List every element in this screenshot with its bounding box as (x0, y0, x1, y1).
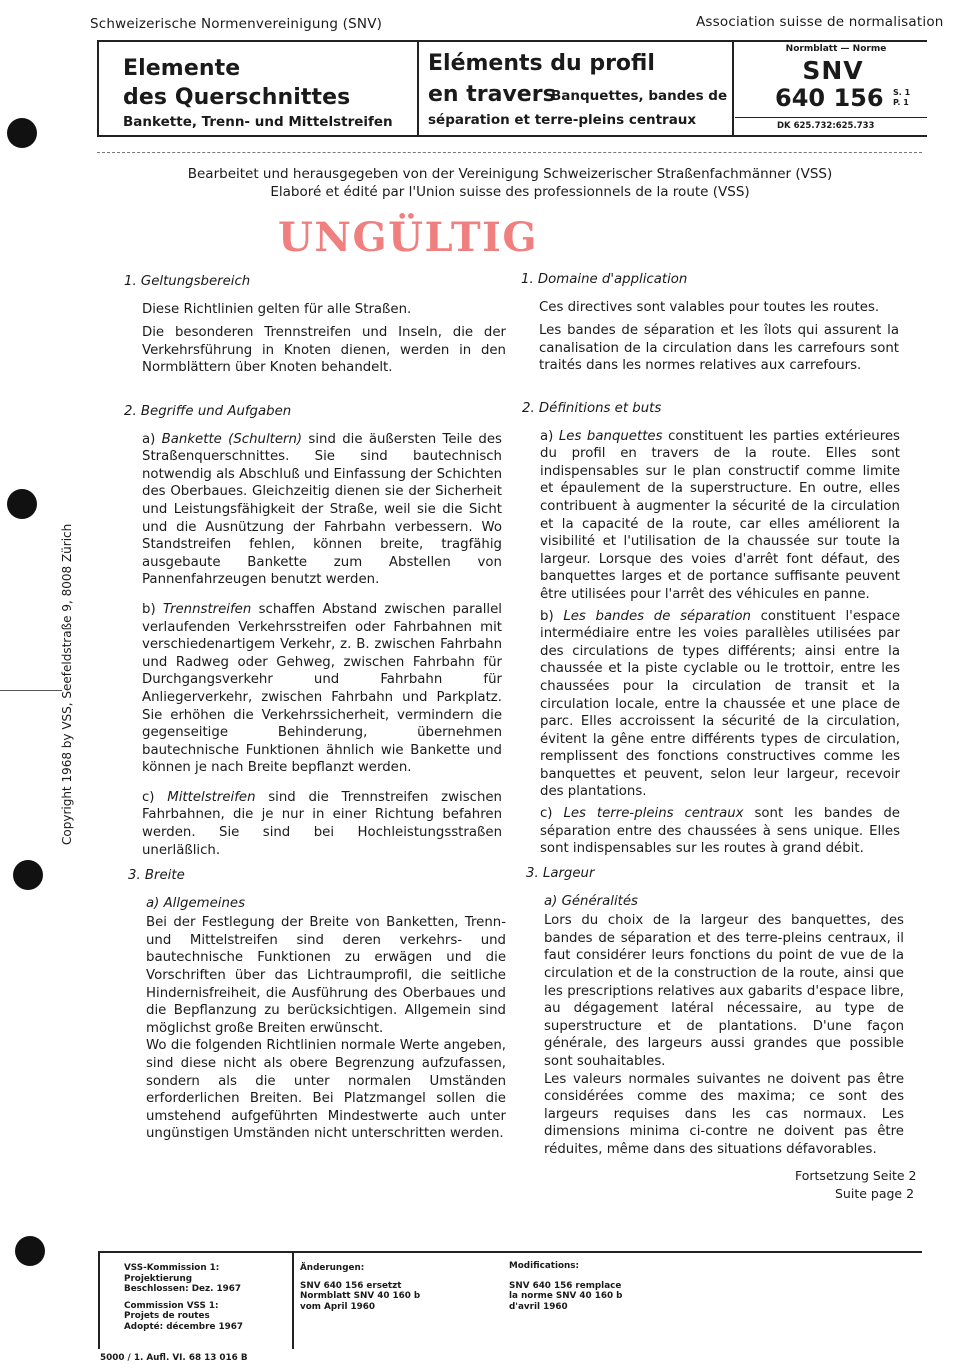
commission-line: Adopté: décembre 1967 (124, 1321, 243, 1332)
commission-line: Commission VSS 1: (124, 1300, 219, 1311)
punch-hole-icon (7, 118, 37, 148)
page-indicator: S. 1 P. 1 (893, 88, 911, 107)
subtitle-de: Bankette, Trenn- und Mittelstreifen (123, 114, 393, 130)
punch-hole-icon (13, 860, 43, 890)
paragraph: Les bandes de séparation et les îlots qui assurent la canalisation de la circulation dans les carrefours sont traités dans les normes relatives aux carrefours. (539, 323, 899, 374)
header-divider (732, 42, 734, 135)
fold-mark (0, 690, 62, 691)
commission-line: Projets de routes (124, 1311, 210, 1321)
editor-line-fr: Elaboré et édité par l'Union suisse des professionnels de la route (VSS) (270, 184, 750, 200)
subsection-heading: a) Généralités (544, 893, 638, 909)
header-divider (417, 42, 419, 135)
section-3-de (128, 867, 506, 1143)
title-de: Elemente des Querschnittes (123, 56, 351, 110)
paragraph: Les valeurs normales suivantes ne doivent pas être considérées comme des maxima; ce sont des largeurs requises dans les cas normaux. Les dimensions minima ci-contre ne doivent pas être réduites, même dans des situations défavorables. (544, 1071, 904, 1157)
section-heading: 3. Breite (128, 868, 185, 883)
section-1-fr (521, 271, 899, 375)
continuation-de: Fortsetzung Seite 2 (795, 1168, 917, 1183)
title-fr-line1: Eléments du profil (428, 51, 655, 76)
section-heading: 1. Domaine d'application (521, 272, 688, 287)
subsection-heading: a) Allgemeines (146, 895, 246, 911)
separator (97, 152, 922, 153)
paragraph: Wo die folgenden Richtlinien normale Werte angeben, sind diese nicht als obere Begrenzung aufzufassen, sondern als die unter normalen Umständen erforderlichen Breiten. Bei Platzmangel sollen die umstehend aufgeführten Mindestwerte auch unter ungünstigen Umständen nicht unterschritten werden. (146, 1038, 506, 1142)
changes-fr: Modifications: SNV 640 156 remplace la norme SNV 40 160 b d'avril 1960 (509, 1261, 623, 1312)
punch-hole-icon (15, 1236, 45, 1266)
commission-line: Beschlossen: Dez. 1967 (124, 1284, 242, 1294)
header-divider (735, 117, 927, 118)
normblatt-label: Normblatt — Norme (785, 44, 887, 54)
header-box (97, 40, 927, 137)
section-heading: 2. Définitions et buts (522, 401, 662, 416)
changes-de: Änderungen: SNV 640 156 ersetzt Normblatt SNV 40 160 b vom April 1960 (300, 1263, 421, 1312)
paragraph: c) Les terre-pleins centraux sont les bandes de séparation entre des chaussées à sens unique. Elles sont indispensables sur les routes à grand débit. (540, 806, 900, 857)
snv-label: SNV (802, 56, 864, 85)
section-1-de (124, 273, 506, 377)
paragraph: a) Bankette (Schultern) sind die äußersten Teile des Straßenquerschnittes. Sie sind bautechnisch notwendig als Abschluß und Einfassung der Schichten des Oberbaues. Gleichzeitig dienen sie der Sicherheit und Leistungsfähigkeit der Straße, weil sie die Sicht und die Ausnützung der Fahrbahn verbessern. Wo Standstreifen fehlen, können breite, tragfähig ausgebaute Bankette zum Abstellen von Pannenfahrzeugen benutzt werden. (142, 431, 502, 588)
title-fr-line2: en travers (428, 82, 556, 107)
section-3-fr (526, 865, 904, 1159)
invalid-stamp: UNGÜLTIG (278, 214, 538, 261)
section-heading: 2. Begriffe und Aufgaben (124, 404, 292, 419)
subtitle-fr-line1: Banquettes, bandes de (551, 88, 728, 104)
paragraph: Lors du choix de la largeur des banquettes, des bandes de séparation et des terre-pleins centraux, il faut considérer leurs fonctions du point de vue de la circulation et de la construction de la route, ainsi que les prescriptions relatives aux gabarits d'espace libre, au dégagement latéral nécessaire, au type de superstructure et de plantations. D'une façon générale, des largeurs aussi grandes que possible sont souhaitables. (544, 913, 904, 1069)
editor-line-de: Bearbeitet und herausgegeben von der Vereinigung Schweizerischer Straßenfachmänner (VSS) (187, 166, 833, 182)
commission-line: Projektierung (124, 1273, 193, 1284)
continuation-fr: Suite page 2 (835, 1186, 915, 1201)
paragraph: a) Les banquettes constituent les parties extérieures du profil en travers de la route. Elles sont indispensables sur le plan constructif comme limite et épaulement de la superstructure. En outre, elles contribuent à augmenter la sécurité de la circulation et la capacité de la route, car elles améliorent la visibilité et l'utilisation de la chaussée sur toute la largeur. Lorsque des voies d'arrêt font défaut, des banquettes larges et de portance suffisante peuvent être utilisées pour l'arrêt des véhicules en panne. (540, 428, 900, 602)
commission-info (124, 1263, 243, 1332)
paragraph: c) Mittelstreifen sind die Trennstreifen zwischen Fahrbahnen, die je nur in einer Richtung befahren werden. Sie sind bei Hochleistungsstraßen unerläßlich. (142, 789, 502, 858)
section-heading: 1. Geltungsbereich (124, 274, 251, 289)
norm-number: 640 156 (775, 84, 884, 112)
paragraph: Bei der Festlegung der Breite von Banketten, Trenn- und Mittelstreifen sind deren verkehrs- und bautechnische Funktionen zu erwägen und die Vorschriften über das Lichtraumprofil, die seitliche Hindernisfreiheit, die Ausführung des Oberbaues und die Bepflanzung zu berücksichtigen. Allgemein sind möglichst große Breiten erwünscht. (146, 915, 506, 1036)
paragraph: Ces directives sont valables pour toutes les routes. (539, 299, 880, 315)
org-name-fr: Association suisse de normalisation (696, 14, 944, 30)
punch-hole-icon (7, 489, 37, 519)
section-2-de (124, 403, 502, 859)
section-2-fr (522, 400, 901, 858)
copyright-notice: Copyright 1968 by VSS, Seefeldstraße 9, 8008 Zürich (60, 523, 74, 845)
org-name-de: Schweizerische Normenvereinigung (SNV) (90, 16, 383, 32)
subtitle-fr-line2: séparation et terre-pleins centraux (428, 112, 697, 128)
dk-classification: DK 625.732:625.733 (777, 121, 875, 131)
paragraph: b) Trennstreifen schaffen Abstand zwischen parallel verlaufenden Verkehrsstreifen oder Fahrbahnen mit verschiedenartigem Verkehr, z. B. zwischen Fahrbahn und Radweg oder Gehweg, zwischen Fahrbahn für Durchgangsverkehr und Fahrbahn für Anliegerverkehr, zwischen Fahrbahn und Parkplatz. Sie erhöhen die Verkehrssicherheit, vermindern die gegenseitige Behinderung, übernehmen bautechnische Funktionen ähnlich wie Bankette und können je nach Breite bepflanzt werden. (142, 601, 502, 776)
paragraph: b) Les bandes de séparation constituent l'espace intermédiaire entre les voies parallèles utilisées par des circulations de types différents; ainsi entre la chaussée et la piste cyclable ou le trottoir, entre les chaussées pour la circulation de transit et la circulation locale, entre la chaussée et une place de parc. Elles accroissent la sécurité de la circulation, évitent la gêne entre différents types de circulation, remplissent des fonctions constructives comme les banquettes et peuvent, selon leur largeur, recevoir des plantations. (540, 608, 901, 800)
section-heading: 3. Largeur (526, 866, 595, 881)
footer-divider (292, 1253, 294, 1349)
commission-line: VSS-Kommission 1: (124, 1263, 220, 1273)
footer-box (98, 1251, 922, 1349)
paragraph: Die besonderen Trennstreifen und Inseln, die der Verkehrsführung in Knoten dienen, werden in den Normblättern über Knoten behandelt. (142, 325, 506, 376)
print-info: 5000 / 1. Aufl. VI. 68 13 016 B (100, 1353, 248, 1363)
paragraph: Diese Richtlinien gelten für alle Straßen. (142, 301, 412, 317)
